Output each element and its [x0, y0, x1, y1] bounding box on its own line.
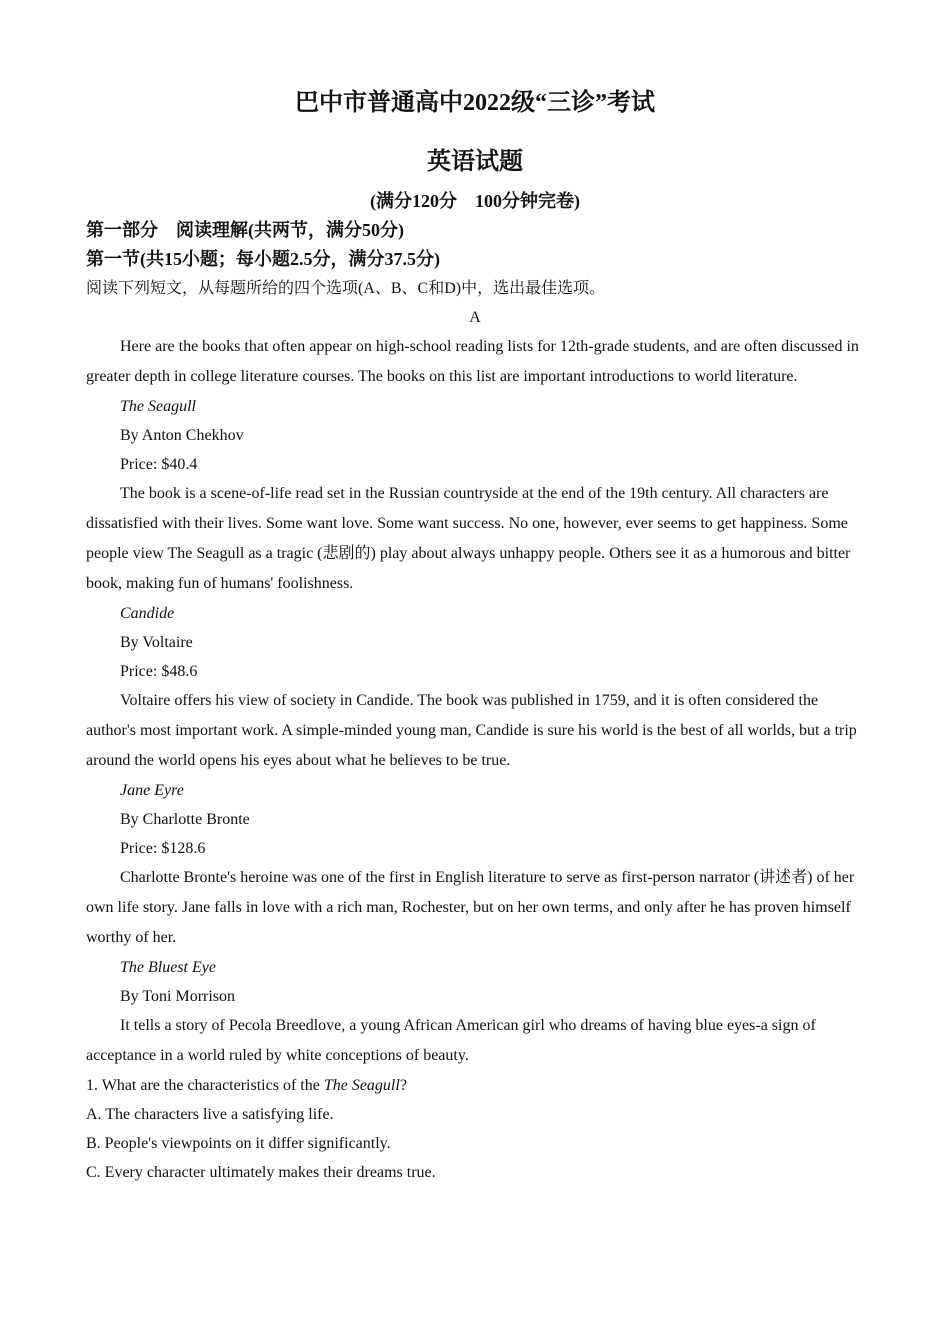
book-price: Price: $40.4	[120, 456, 198, 473]
book-author: By Charlotte Bronte	[120, 811, 250, 828]
book-description: Charlotte Bronte's heroine was one of the first in English literature to serve as first-person narrator (讲述者) of her own life story. Jane falls in love with a rich man, Rochester, but on her own terms, and only after he has proven himself worthy of her.	[86, 869, 855, 946]
passage-label: A	[469, 309, 481, 326]
exam-title: 巴中市普通高中2022级“三诊”考试	[295, 90, 655, 116]
book-author: By Toni Morrison	[120, 988, 236, 1005]
book-price: Price: $128.6	[120, 840, 206, 857]
book-description: Voltaire offers his view of society in Candide. The book was published in 1759, and it is often considered the author's most important work. A simple-minded young man, Candide is sure his world is the best of all worlds, but a trip around the world opens his eyes about what he believes to be true.	[86, 692, 857, 769]
passage-intro: Here are the books that often appear on high-school reading lists for 12th-grade students, and are often discussed in greater depth in college literature courses. The books on this list are important introductions to world literature.	[86, 338, 859, 385]
book-description: It tells a story of Pecola Breedlove, a young African American girl who dreams of having blue eyes-a sign of acceptance in a world ruled by white conceptions of beauty.	[86, 1017, 816, 1064]
option-a: A. The characters live a satisfying life.	[86, 1106, 334, 1123]
section-title: 第一节(共15小题；每小题2.5分，满分37.5分)	[86, 249, 440, 269]
question-stem	[86, 1071, 864, 1100]
book-author: By Anton Chekhov	[120, 427, 244, 444]
book-title: The Bluest Eye	[120, 959, 216, 976]
book-price: Price: $48.6	[120, 663, 198, 680]
book-title: Candide	[120, 605, 175, 622]
subject-title: 英语试题	[427, 149, 523, 175]
book-title: The Seagull	[120, 398, 196, 415]
option-c: C. Every character ultimately makes their dreams true.	[86, 1164, 436, 1181]
instruction: 阅读下列短文，从每题所给的四个选项(A、B、C和D)中，选出最佳选项。	[86, 280, 606, 297]
book-author: By Voltaire	[120, 634, 193, 651]
option-b: B. People's viewpoints on it differ significantly.	[86, 1135, 391, 1152]
question-suffix: ?	[399, 1077, 407, 1094]
question-book-title: The Seagull	[323, 1077, 400, 1094]
score-note: (满分120分 100分钟完卷)	[370, 191, 580, 211]
question-prefix: 1. What are the characteristics of the	[86, 1077, 324, 1094]
book-title: Jane Eyre	[120, 782, 184, 799]
book-description: The book is a scene-of-life read set in the Russian countryside at the end of the 19th century. All characters are dissatisfied with their lives. Some want love. Some want success. No one, however, ever seems to get happiness. Some people view The Seagull as a tragic (悲剧的) play about always unhappy people. Others see it as a humorous and bitter book, making fun of humans' foolishness.	[86, 485, 851, 592]
exam-page	[86, 80, 864, 1187]
part-title: 第一部分 阅读理解(共两节，满分50分)	[86, 220, 404, 240]
